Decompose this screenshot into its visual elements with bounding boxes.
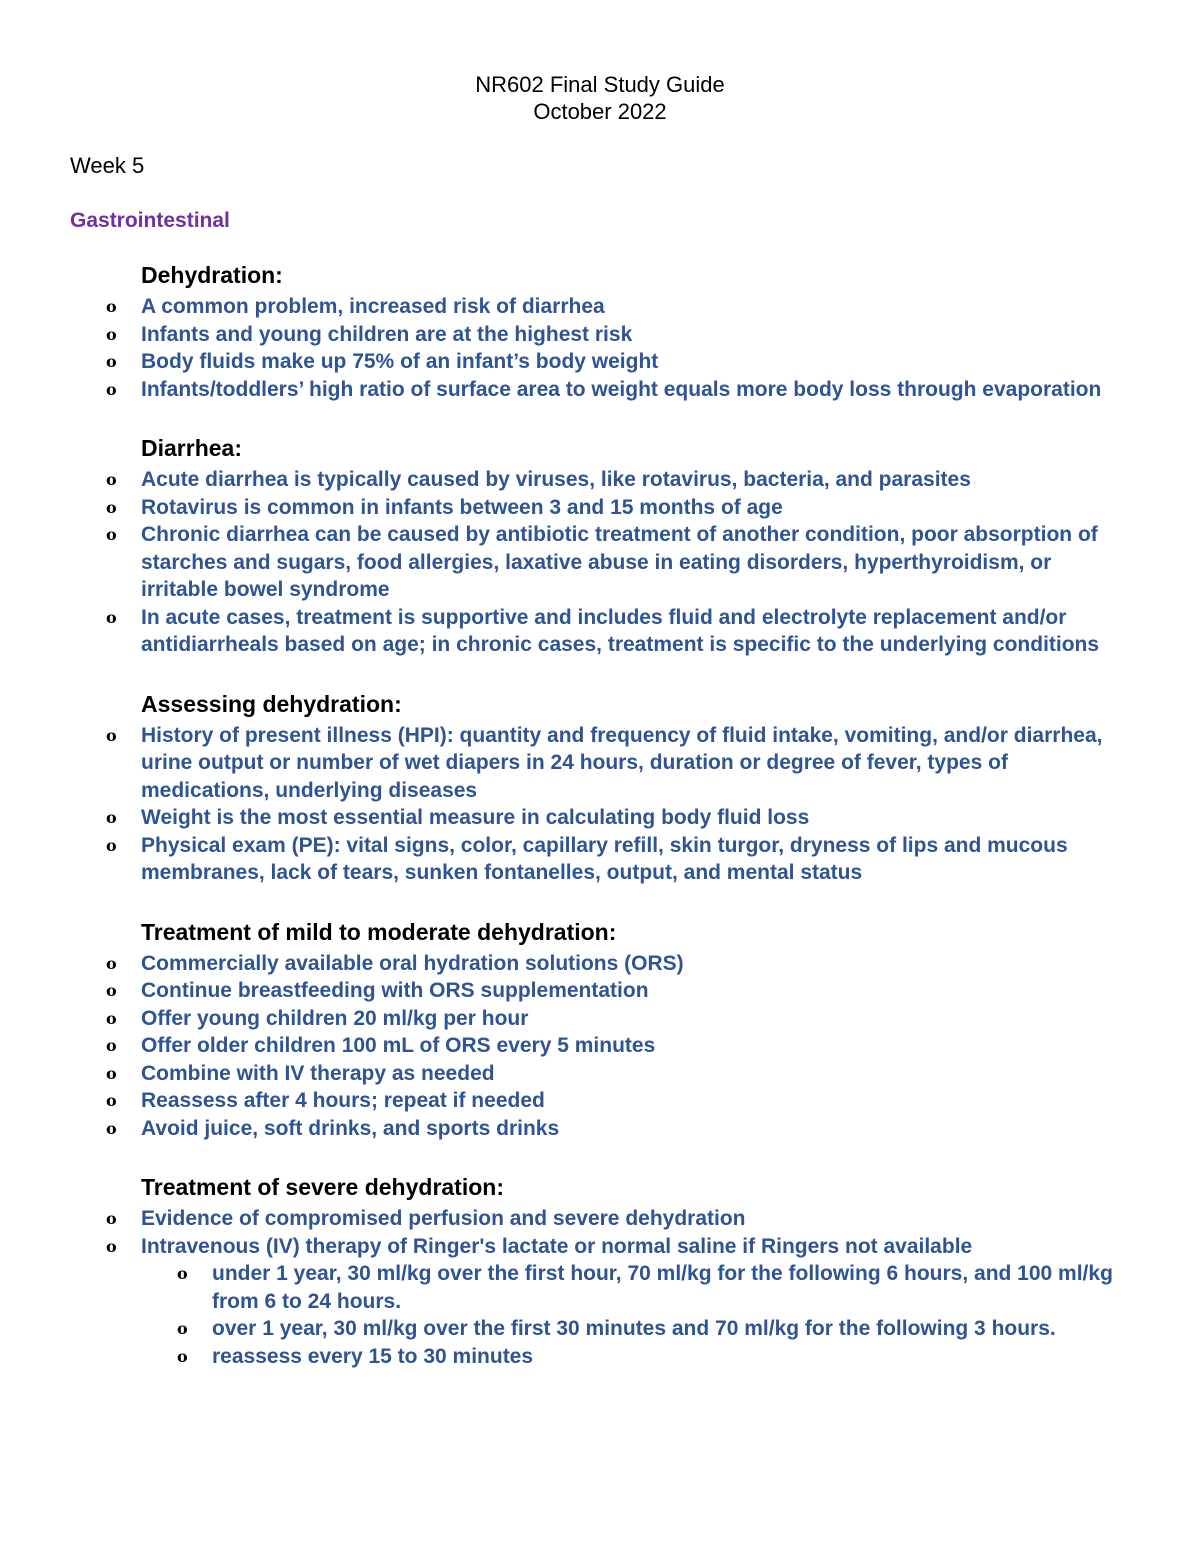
section-title: Treatment of mild to moderate dehydration:: [141, 918, 617, 945]
list-item: [0, 494, 1200, 522]
list-item-text: reassess every 15 to 30 minutes: [212, 1344, 534, 1368]
bullet-marker-icon: o: [106, 835, 117, 855]
list-item-text: Body fluids make up 75% of an infant’s body weight: [141, 350, 659, 373]
list-item-text: Rotavirus is common in infants between 3 and 15 months of age: [141, 495, 783, 519]
section-title: Dehydration:: [141, 262, 283, 288]
sub-bullet-list: [0, 1260, 1200, 1370]
bullet-marker-icon: o: [106, 497, 117, 517]
bullet-marker-icon: o: [106, 981, 117, 1000]
list-item-text: Evidence of compromised perfusion and severe dehydration: [141, 1207, 746, 1230]
section-diarrhea: [0, 430, 1200, 659]
list-item-text: Avoid juice, soft drinks, and sports drinks: [141, 1116, 560, 1140]
list-item: [0, 722, 1200, 805]
section-mild-moderate-treatment: [0, 914, 1200, 1143]
list-item: [0, 1115, 1200, 1143]
bullet-marker-icon: o: [106, 379, 117, 399]
list-item-text: Offer young children 20 ml/kg per hour: [141, 1006, 529, 1030]
bullet-marker-icon: o: [106, 525, 117, 544]
list-item: [0, 804, 1200, 832]
bullet-marker-icon: o: [106, 1209, 117, 1228]
list-item-text: Offer older children 100 mL of ORS every 5 minutes: [141, 1034, 656, 1057]
list-item-text: History of present illness (HPI): quantity and frequency of fluid intake, vomiting, and/or diarrhea, urine output or number of wet diapers in 24 hours, duration or degree of fever, types of medications, underlying diseases: [141, 723, 1103, 802]
list-item: [0, 1087, 1200, 1115]
bullet-list: [0, 466, 1200, 659]
content-body: [0, 257, 1200, 1397]
bullet-marker-icon: o: [106, 808, 117, 827]
bullet-marker-icon: o: [106, 1091, 117, 1110]
section-title: Diarrhea:: [141, 435, 242, 461]
bullet-marker-icon: o: [177, 1264, 188, 1283]
bullet-marker-icon: o: [106, 1236, 117, 1256]
list-item-text: under 1 year, 30 ml/kg over the first hour, 70 ml/kg for the following 6 hours, and 100 ml/kg from 6 to 24 hours.: [212, 1262, 1113, 1313]
section-title: Assessing dehydration:: [141, 690, 402, 717]
sub-list-item: [0, 1343, 1200, 1371]
list-item: [0, 1005, 1200, 1033]
list-item: [0, 293, 1200, 321]
list-item: [0, 977, 1200, 1005]
bullet-marker-icon: o: [106, 324, 117, 344]
bullet-marker-icon: o: [177, 1346, 188, 1366]
list-item: [0, 1205, 1200, 1233]
category-heading: Gastrointestinal: [70, 209, 230, 232]
list-item: [0, 1233, 1200, 1261]
section-severe-treatment: [0, 1169, 1200, 1370]
list-item-text: Acute diarrhea is typically caused by viruses, like rotavirus, bacteria, and parasites: [141, 468, 971, 491]
bullet-marker-icon: o: [106, 1063, 117, 1083]
bullet-marker-icon: o: [106, 1118, 117, 1138]
week-label: Week 5: [70, 153, 145, 178]
list-item-text: Combine with IV therapy as needed: [141, 1061, 495, 1085]
list-item: [0, 376, 1200, 404]
list-item-text: Reassess after 4 hours; repeat if needed: [141, 1089, 545, 1112]
section-assessing-dehydration: [0, 686, 1200, 887]
list-item: [0, 604, 1200, 659]
section-dehydration: [0, 257, 1200, 403]
bullet-marker-icon: o: [106, 470, 117, 489]
bullet-list: [0, 950, 1200, 1143]
document-title: NR602 Final Study Guide: [475, 72, 725, 97]
list-item: [0, 1060, 1200, 1088]
bullet-marker-icon: o: [106, 1008, 117, 1028]
list-item-text: Commercially available oral hydration solutions (ORS): [141, 951, 684, 975]
list-item: [0, 1032, 1200, 1060]
bullet-list: [0, 1205, 1200, 1260]
list-item-text: In acute cases, treatment is supportive and includes fluid and electrolyte replacement and/or antidiarrheals based on age; in chronic cases, treatment is specific to the underlying conditions: [141, 605, 1100, 656]
list-item: [0, 832, 1200, 887]
bullet-marker-icon: o: [106, 953, 117, 973]
list-item-text: Infants/toddlers’ high ratio of surface area to weight equals more body loss through evaporation: [141, 377, 1102, 401]
list-item-text: Physical exam (PE): vital signs, color, capillary refill, skin turgor, dryness of lips and mucous membranes, lack of tears, sunken fontanelles, output, and mental status: [141, 833, 1068, 884]
sub-list-item: [0, 1260, 1200, 1315]
bullet-list: [0, 293, 1200, 403]
document-header: [0, 71, 1200, 125]
bullet-marker-icon: o: [106, 352, 117, 371]
bullet-list: [0, 722, 1200, 887]
bullet-marker-icon: o: [177, 1319, 188, 1338]
bullet-marker-icon: o: [106, 725, 117, 745]
list-item-text: Intravenous (IV) therapy of Ringer's lactate or normal saline if Ringers not available: [141, 1234, 973, 1258]
list-item-text: Weight is the most essential measure in calculating body fluid loss: [141, 806, 810, 829]
list-item-text: Infants and young children are at the highest risk: [141, 322, 633, 346]
list-item-text: A common problem, increased risk of diarrhea: [141, 295, 605, 318]
list-item-text: over 1 year, 30 ml/kg over the first 30 minutes and 70 ml/kg for the following 3 hours.: [212, 1317, 1056, 1340]
sub-list-item: [0, 1315, 1200, 1343]
list-item: [0, 348, 1200, 376]
document-date: October 2022: [533, 99, 667, 124]
list-item-text: Continue breastfeeding with ORS supplementation: [141, 979, 649, 1002]
bullet-marker-icon: o: [106, 297, 117, 316]
list-item: [0, 466, 1200, 494]
list-item: [0, 321, 1200, 349]
list-item: [0, 950, 1200, 978]
list-item: [0, 521, 1200, 604]
bullet-marker-icon: o: [106, 1036, 117, 1055]
bullet-marker-icon: o: [106, 607, 117, 627]
section-title: Treatment of severe dehydration:: [141, 1174, 504, 1200]
list-item-text: Chronic diarrhea can be caused by antibiotic treatment of another condition, poor absorption of starches and sugars, food allergies, laxative abuse in eating disorders, hyperthyroidism, or irritable bowel syndrome: [141, 523, 1098, 601]
